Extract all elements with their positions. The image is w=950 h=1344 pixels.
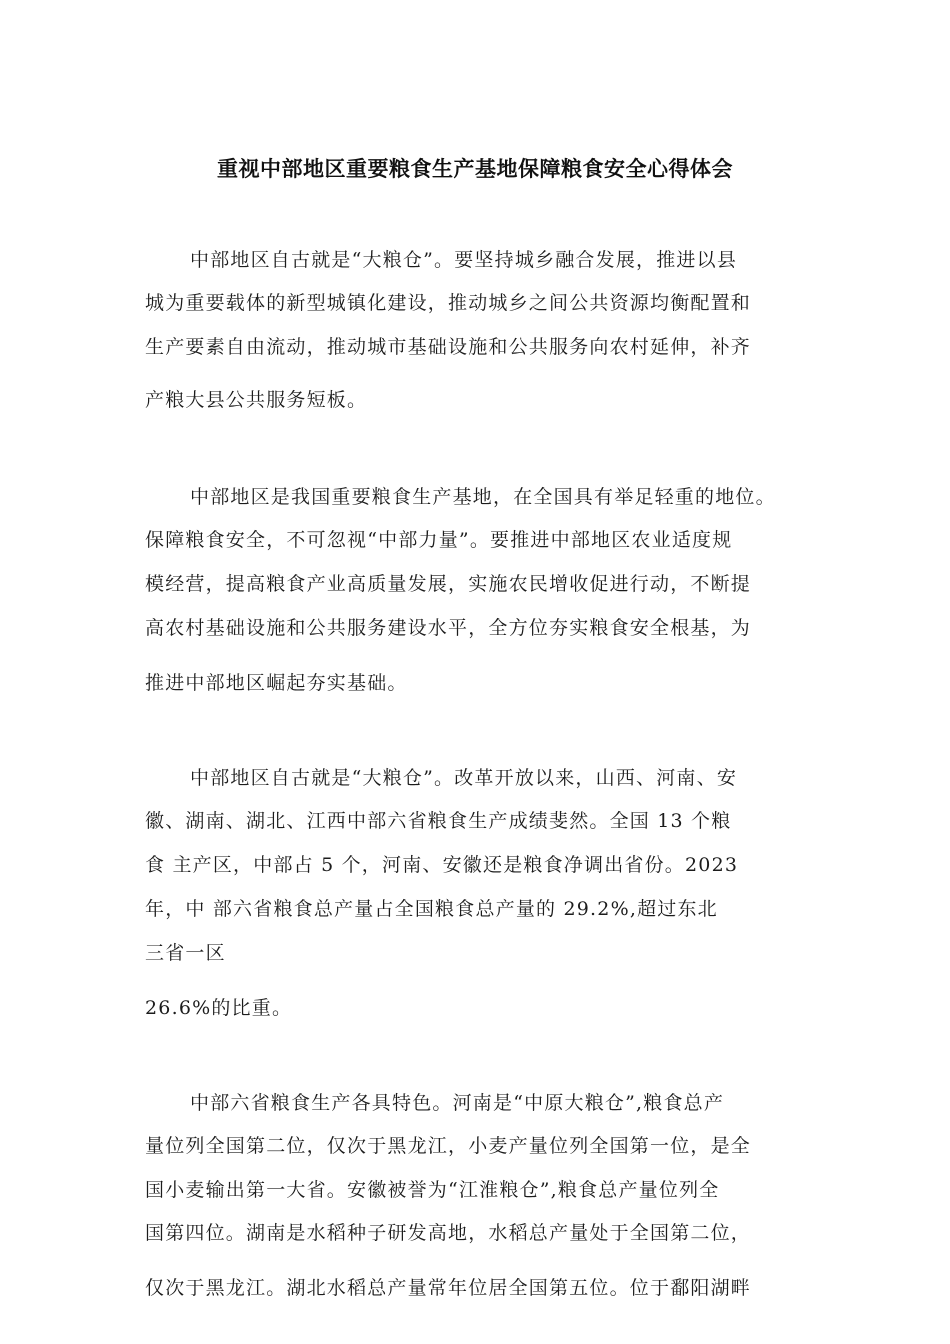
paragraph-2-line-4: 高农村基础设施和公共服务建设水平，全方位夯实粮食安全根基，为 (145, 617, 752, 639)
paragraph-4-line-1: 中部六省粮食生产各具特色。河南是“中原大粮仓”,粮食总产 (190, 1092, 725, 1114)
paragraph-3-line-5: 三省一区 (145, 942, 226, 964)
paragraph-1-line-4: 产粮大县公共服务短板。 (145, 389, 368, 411)
paragraph-3-line-6: 26.6%的比重。 (145, 997, 293, 1019)
paragraph-3-line-4: 年，中 部六省粮食总产量占全国粮食总产量的 29.2%,超过东北 (145, 898, 718, 920)
paragraph-4-line-4: 国第四位。湖南是水稻种子研发高地，水稻总产量处于全国第二位， (145, 1222, 752, 1244)
paragraph-4-line-3: 国小麦输出第一大省。安徽被誉为“江淮粮仓”,粮食总产量位列全 (145, 1179, 720, 1201)
paragraph-3-line-3: 食 主产区，中部占 5 个，河南、安徽还是粮食净调出省份。2023 (145, 854, 739, 876)
paragraph-2-line-3: 模经营，提高粮食产业高质量发展，实施农民增收促进行动，不断提 (145, 573, 752, 595)
paragraph-1-line-2: 城为重要载体的新型城镇化建设，推动城乡之间公共资源均衡配置和 (145, 292, 752, 314)
paragraph-1-line-3: 生产要素自由流动，推动城市基础设施和公共服务向农村延伸，补齐 (145, 336, 752, 358)
document-title: 重视中部地区重要粮食生产基地保障粮食安全心得体会 (217, 157, 733, 181)
paragraph-3-line-2: 徽、湖南、湖北、江西中部六省粮食生产成绩斐然。全国 13 个粮 (145, 810, 732, 832)
paragraph-2-line-5: 推进中部地区崛起夯实基础。 (145, 672, 408, 694)
paragraph-4-line-5: 仅次于黑龙江。湖北水稻总产量常年位居全国第五位。位于鄱阳湖畔 (145, 1277, 752, 1299)
paragraph-2-line-2: 保障粮食安全，不可忽视“中部力量”。要推进中部地区农业适度规 (145, 529, 733, 551)
paragraph-1-line-1: 中部地区自古就是“大粮仓”。要坚持城乡融合发展，推进以县 (190, 249, 738, 271)
paragraph-3-line-1: 中部地区自古就是“大粮仓”。改革开放以来，山西、河南、安 (190, 767, 738, 789)
paragraph-2-line-1: 中部地区是我国重要粮食生产基地，在全国具有举足轻重的地位。 (190, 486, 776, 508)
paragraph-4-line-2: 量位列全国第二位，仅次于黑龙江，小麦产量位列全国第一位，是全 (145, 1135, 752, 1157)
